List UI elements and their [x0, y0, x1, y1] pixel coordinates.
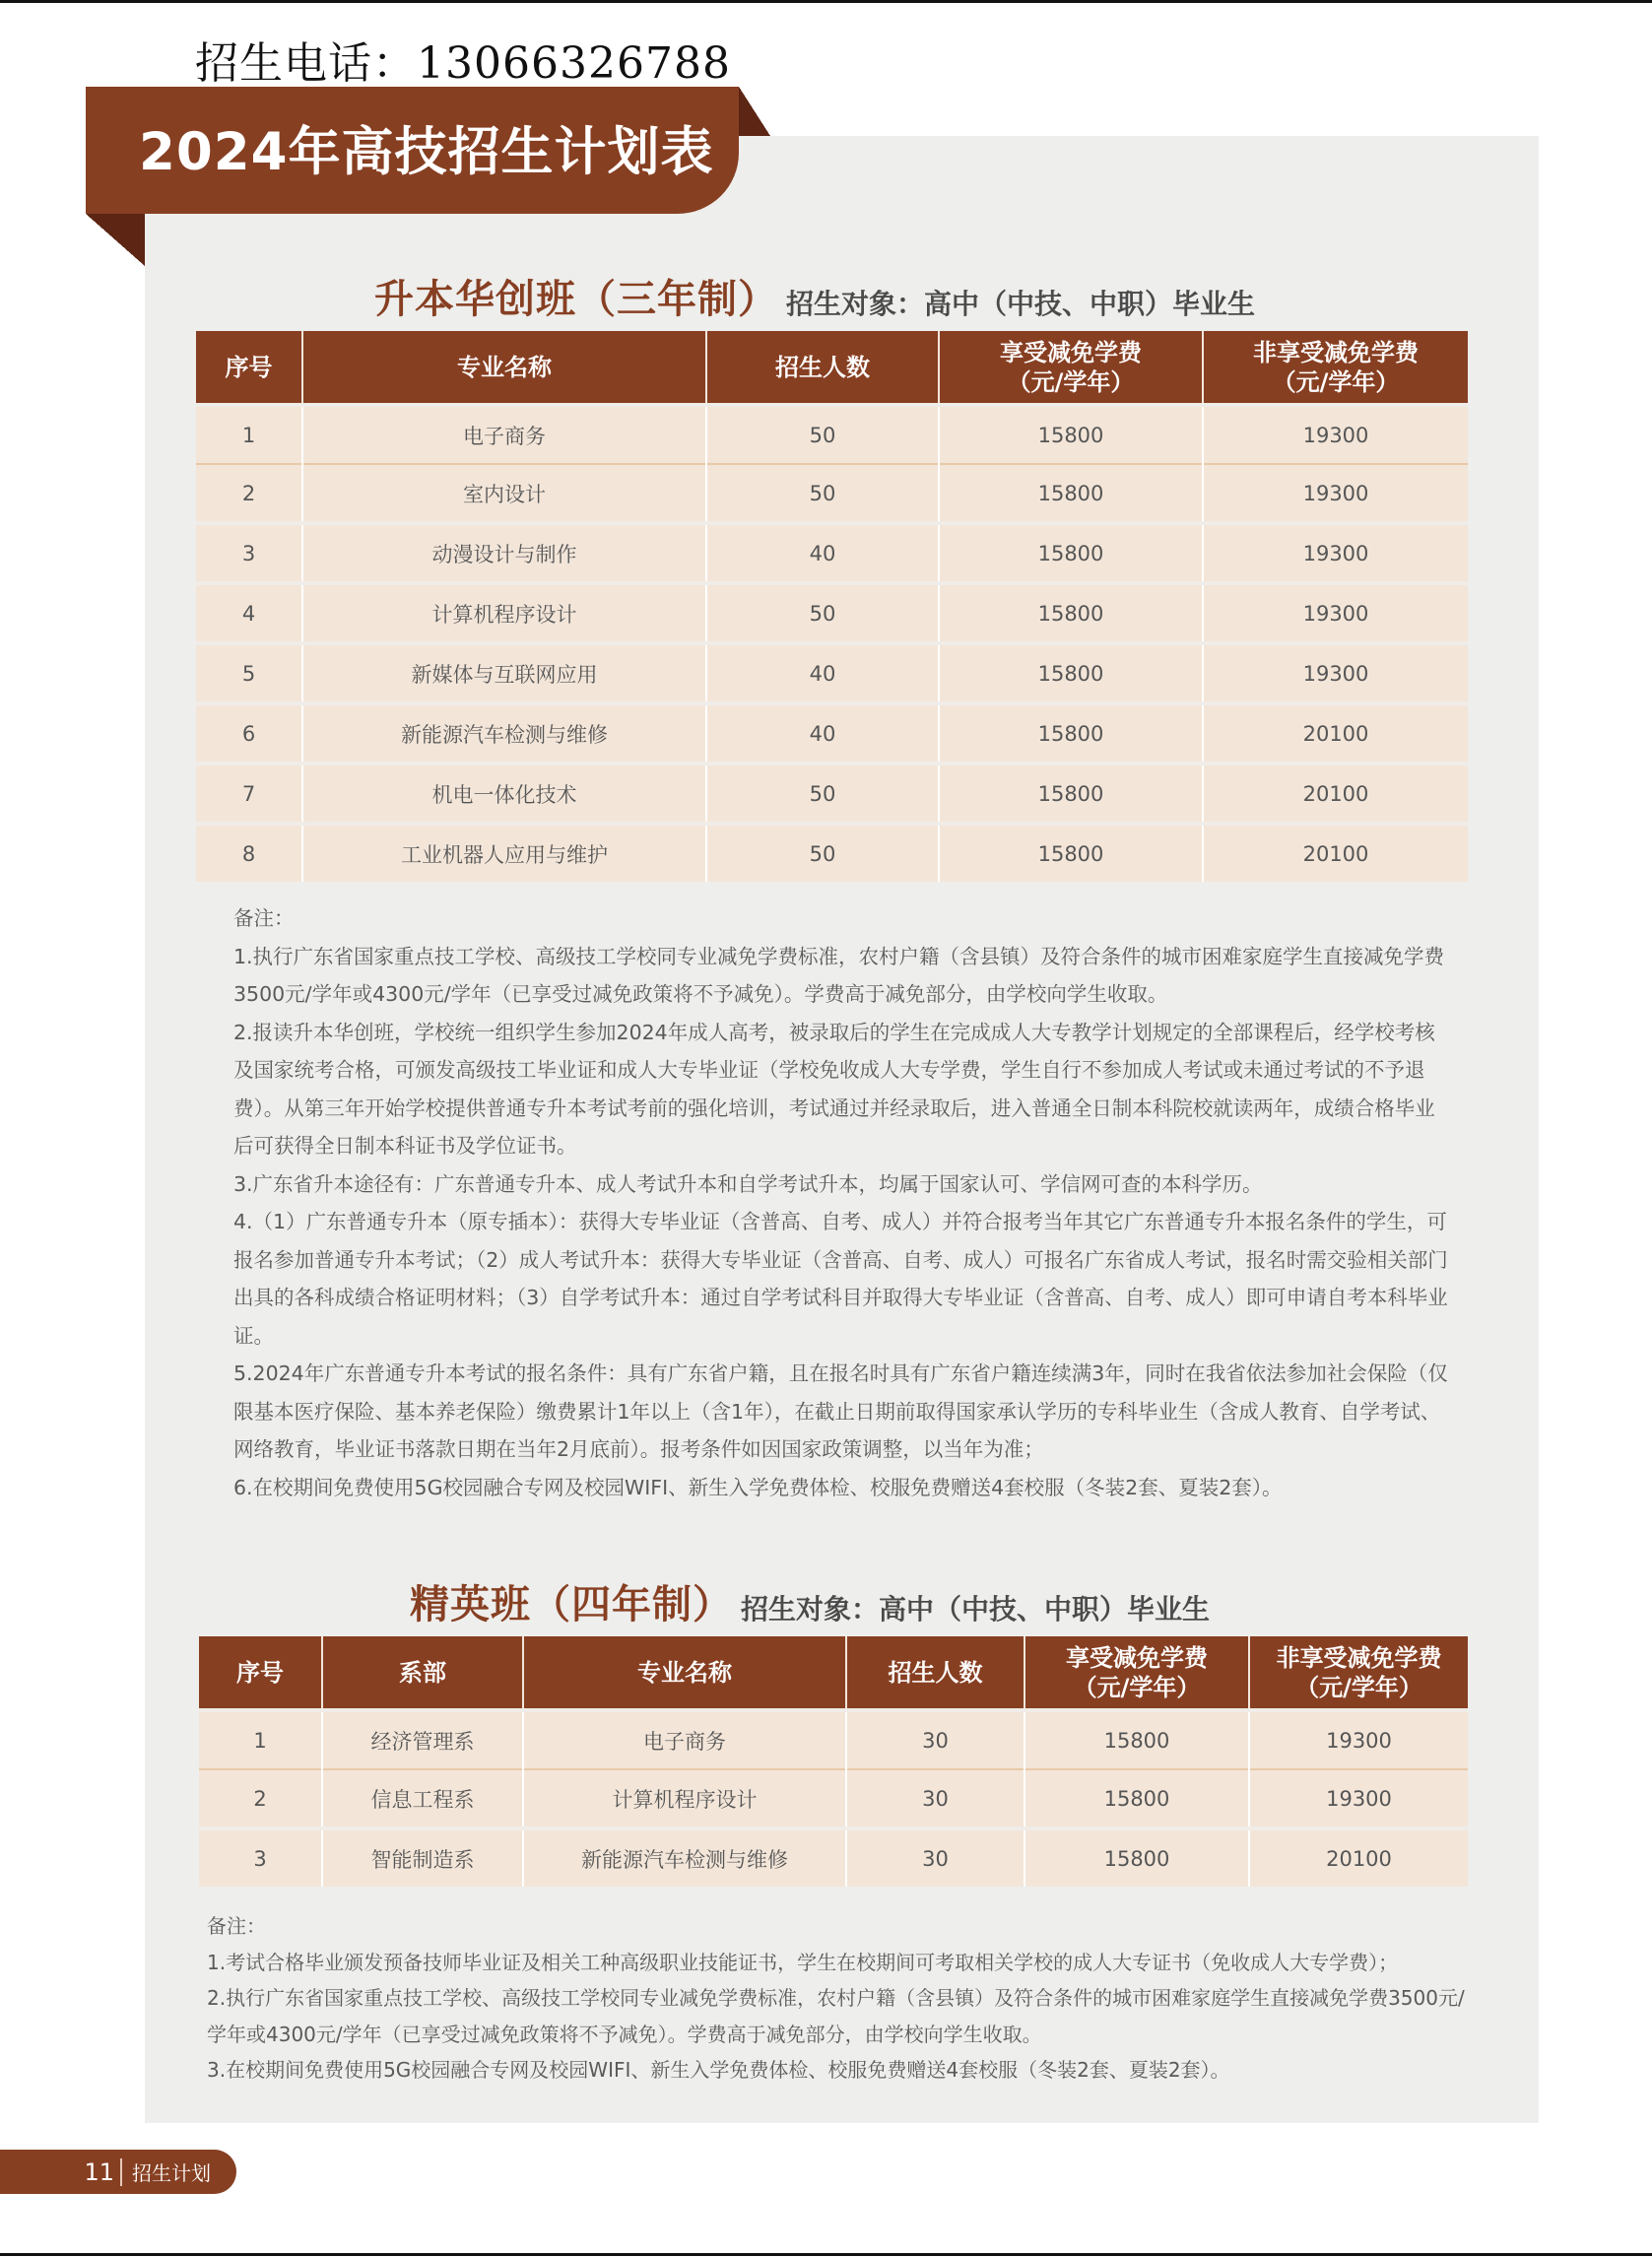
- table-row: [196, 763, 1468, 824]
- table-cell: 5: [196, 643, 302, 703]
- table-cell: 50: [706, 824, 939, 882]
- table-cell: 1: [196, 405, 302, 464]
- table-cell: 新媒体与互联网应用: [302, 643, 706, 703]
- table-cell: 19300: [1249, 1769, 1468, 1828]
- notes-heading: 备注：: [207, 1914, 266, 1938]
- page-title: 2024年高技招生计划表: [139, 122, 714, 182]
- col-header: 招生人数: [706, 331, 939, 405]
- table-cell: 4: [196, 583, 302, 643]
- table-cell: 室内设计: [302, 464, 706, 523]
- footer-divider: [120, 2158, 122, 2186]
- table-cell: 机电一体化技术: [302, 763, 706, 824]
- table-cell: 50: [706, 583, 939, 643]
- table-cell: 新能源汽车检测与维修: [523, 1828, 846, 1887]
- table-cell: 3: [199, 1828, 322, 1887]
- table-cell: 19300: [1203, 523, 1468, 583]
- bottom-rule: [0, 2253, 1652, 2256]
- table-cell: 3: [196, 523, 302, 583]
- table-cell: 15800: [939, 523, 1203, 583]
- table-cell: 40: [706, 643, 939, 703]
- table-cell: 50: [706, 763, 939, 824]
- table-cell: 信息工程系: [322, 1769, 523, 1828]
- table-cell: 20100: [1203, 824, 1468, 882]
- table-header-row: [196, 331, 1468, 405]
- section1-title: 升本华创班（三年制）: [374, 277, 778, 322]
- table-cell: 19300: [1203, 464, 1468, 523]
- table-header-row: [199, 1636, 1468, 1710]
- section1-subtitle: 招生对象：高中（中技、中职）毕业生: [786, 288, 1256, 320]
- section2-subtitle: 招生对象：高中（中技、中职）毕业生: [741, 1593, 1211, 1626]
- table-cell: 8: [196, 824, 302, 882]
- table-row: [196, 643, 1468, 703]
- col-header: 专业名称: [302, 331, 706, 405]
- table-cell: 6: [196, 703, 302, 763]
- table-cell: 15800: [939, 763, 1203, 824]
- col-header: 序号: [196, 331, 302, 405]
- table-cell: 电子商务: [302, 405, 706, 464]
- table-cell: 30: [846, 1769, 1024, 1828]
- col-header: 序号: [199, 1636, 322, 1710]
- section2-table: [199, 1636, 1468, 1887]
- note-item: 3.在校期间免费使用5G校园融合专网及校园WIFI、新生入学免费体检、校服免费赠送4套校服（冬装2套、夏装2套）。: [207, 2058, 1230, 2082]
- banner-fold-left: [86, 214, 145, 266]
- table-row: [199, 1828, 1468, 1887]
- notes-heading: 备注：: [233, 906, 295, 930]
- table-cell: 电子商务: [523, 1710, 846, 1769]
- section1-heading: [374, 268, 1255, 324]
- page-number: 11: [84, 2157, 114, 2186]
- table-cell: 智能制造系: [322, 1828, 523, 1887]
- table-cell: 19300: [1203, 643, 1468, 703]
- table-cell: 15800: [939, 703, 1203, 763]
- table-cell: 工业机器人应用与维护: [302, 824, 706, 882]
- page-footer-tab: [0, 2150, 236, 2194]
- table-cell: 15800: [1024, 1710, 1249, 1769]
- table-cell: 2: [199, 1769, 322, 1828]
- table-cell: 15800: [939, 643, 1203, 703]
- note-item: 2.报读升本华创班，学校统一组织学生参加2024年成人高考，被录取后的学生在完成成人大专教学计划规定的全部课程后，经学校考核及国家统考合格，可颁发高级技工毕业证和成人大专毕业证（学校免收成人大专学费，学生自行不参加成人考试或未通过考试的不予退费）。从第三年开始学校提供普通专升本考试考前的强化培训，考试通过并经录取后，进入普通全日制本科院校就读两年，成绩合格毕业后可获得全日制本科证书及学位证书。: [233, 1020, 1435, 1158]
- table-cell: 15800: [1024, 1828, 1249, 1887]
- col-header: 系部: [322, 1636, 523, 1710]
- table-cell: 40: [706, 523, 939, 583]
- title-banner: [86, 87, 739, 214]
- table-cell: 15800: [939, 405, 1203, 464]
- table-cell: 20100: [1203, 703, 1468, 763]
- section1-notes: [233, 899, 1455, 1506]
- section1-table: [196, 331, 1468, 882]
- table-cell: 7: [196, 763, 302, 824]
- col-header: 享受减免学费 （元/学年）: [1024, 1636, 1249, 1710]
- table-row: [196, 703, 1468, 763]
- table-row: [196, 824, 1468, 882]
- table-cell: 19300: [1203, 405, 1468, 464]
- table-cell: 动漫设计与制作: [302, 523, 706, 583]
- table-cell: 20100: [1203, 763, 1468, 824]
- table-cell: 新能源汽车检测与维修: [302, 703, 706, 763]
- note-item: 3.广东省升本途径有：广东普通专升本、成人考试升本和自学考试升本，均属于国家认可、学信网可查的本科学历。: [233, 1171, 1263, 1196]
- table-cell: 计算机程序设计: [302, 583, 706, 643]
- table-cell: 经济管理系: [322, 1710, 523, 1769]
- table-cell: 15800: [939, 464, 1203, 523]
- note-item: 1.考试合格毕业颁发预备技师毕业证及相关工种高级职业技能证书，学生在校期间可考取相关学校的成人大专证书（免收成人大专学费）；: [207, 1950, 1399, 1974]
- col-header: 非享受减免学费 （元/学年）: [1249, 1636, 1468, 1710]
- note-item: 1.执行广东省国家重点技工学校、高级技工学校同专业减免学费标准，农村户籍（含县镇）及符合条件的城市困难家庭学生直接减免学费3500元/学年或4300元/学年（已享受过减免政策将不予减免）。学费高于减免部分，由学校向学生收取。: [233, 944, 1445, 1006]
- table-cell: 19300: [1203, 583, 1468, 643]
- table-cell: 15800: [1024, 1769, 1249, 1828]
- table-row: [196, 523, 1468, 583]
- banner-fold-right: [739, 87, 770, 136]
- table-row: [196, 464, 1468, 523]
- top-rule: [0, 0, 1652, 3]
- table-cell: 20100: [1249, 1828, 1468, 1887]
- col-header: 专业名称: [523, 1636, 846, 1710]
- table-cell: 15800: [939, 583, 1203, 643]
- table-cell: 19300: [1249, 1710, 1468, 1769]
- section2-title: 精英班（四年制）: [410, 1582, 733, 1627]
- col-header: 享受减免学费 （元/学年）: [939, 331, 1203, 405]
- table-row: [196, 405, 1468, 464]
- table-cell: 30: [846, 1710, 1024, 1769]
- table-cell: 30: [846, 1828, 1024, 1887]
- table-cell: 50: [706, 464, 939, 523]
- table-cell: 15800: [939, 824, 1203, 882]
- table-row: [199, 1769, 1468, 1828]
- table-row: [199, 1710, 1468, 1769]
- col-header: 非享受减免学费 （元/学年）: [1203, 331, 1468, 405]
- note-item: 5.2024年广东普通专升本考试的报名条件：具有广东省户籍，且在报名时具有广东省户籍连续满3年，同时在我省依法参加社会保险（仅限基本医疗保险、基本养老保险）缴费累计1年以上（含1年），在截止日期前取得国家承认学历的专科毕业生（含成人教育、自学考试、网络教育，毕业证书落款日期在当年2月底前）。报考条件如因国家政策调整，以当年为准；: [233, 1361, 1448, 1461]
- note-item: 6.在校期间免费使用5G校园融合专网及校园WIFI、新生入学免费体检、校服免费赠送4套校服（冬装2套、夏装2套）。: [233, 1475, 1283, 1499]
- table-cell: 计算机程序设计: [523, 1769, 846, 1828]
- table-cell: 2: [196, 464, 302, 523]
- note-item: 4.（1）广东普通专升本（原专插本）：获得大专毕业证（含普高、自考、成人）并符合报考当年其它广东普通专升本报名条件的学生，可报名参加普通专升本考试；（2）成人考试升本：获得大专毕业证（含普高、自考、成人）可报名广东省成人考试，报名时需交验相关部门出具的各科成绩合格证明材料；（3）自学考试升本：通过自学考试科目并取得大专毕业证（含普高、自考、成人）即可申请自考本科毕业证。: [233, 1210, 1448, 1348]
- section2-notes: [207, 1908, 1478, 2089]
- footer-section-label: 招生计划: [132, 2161, 211, 2185]
- table-cell: 1: [199, 1710, 322, 1769]
- table-row: [196, 583, 1468, 643]
- note-item: 2.执行广东省国家重点技工学校、高级技工学校同专业减免学费标准，农村户籍（含县镇）及符合条件的城市困难家庭学生直接减免学费3500元/学年或4300元/学年（已享受过减免政策将不予减免）。学费高于减免部分，由学校向学生收取。: [207, 1986, 1465, 2046]
- enrollment-phone: 招生电话：13066326788: [195, 38, 731, 89]
- col-header: 招生人数: [846, 1636, 1024, 1710]
- table-cell: 40: [706, 703, 939, 763]
- table-cell: 50: [706, 405, 939, 464]
- section2-heading: [410, 1573, 1210, 1629]
